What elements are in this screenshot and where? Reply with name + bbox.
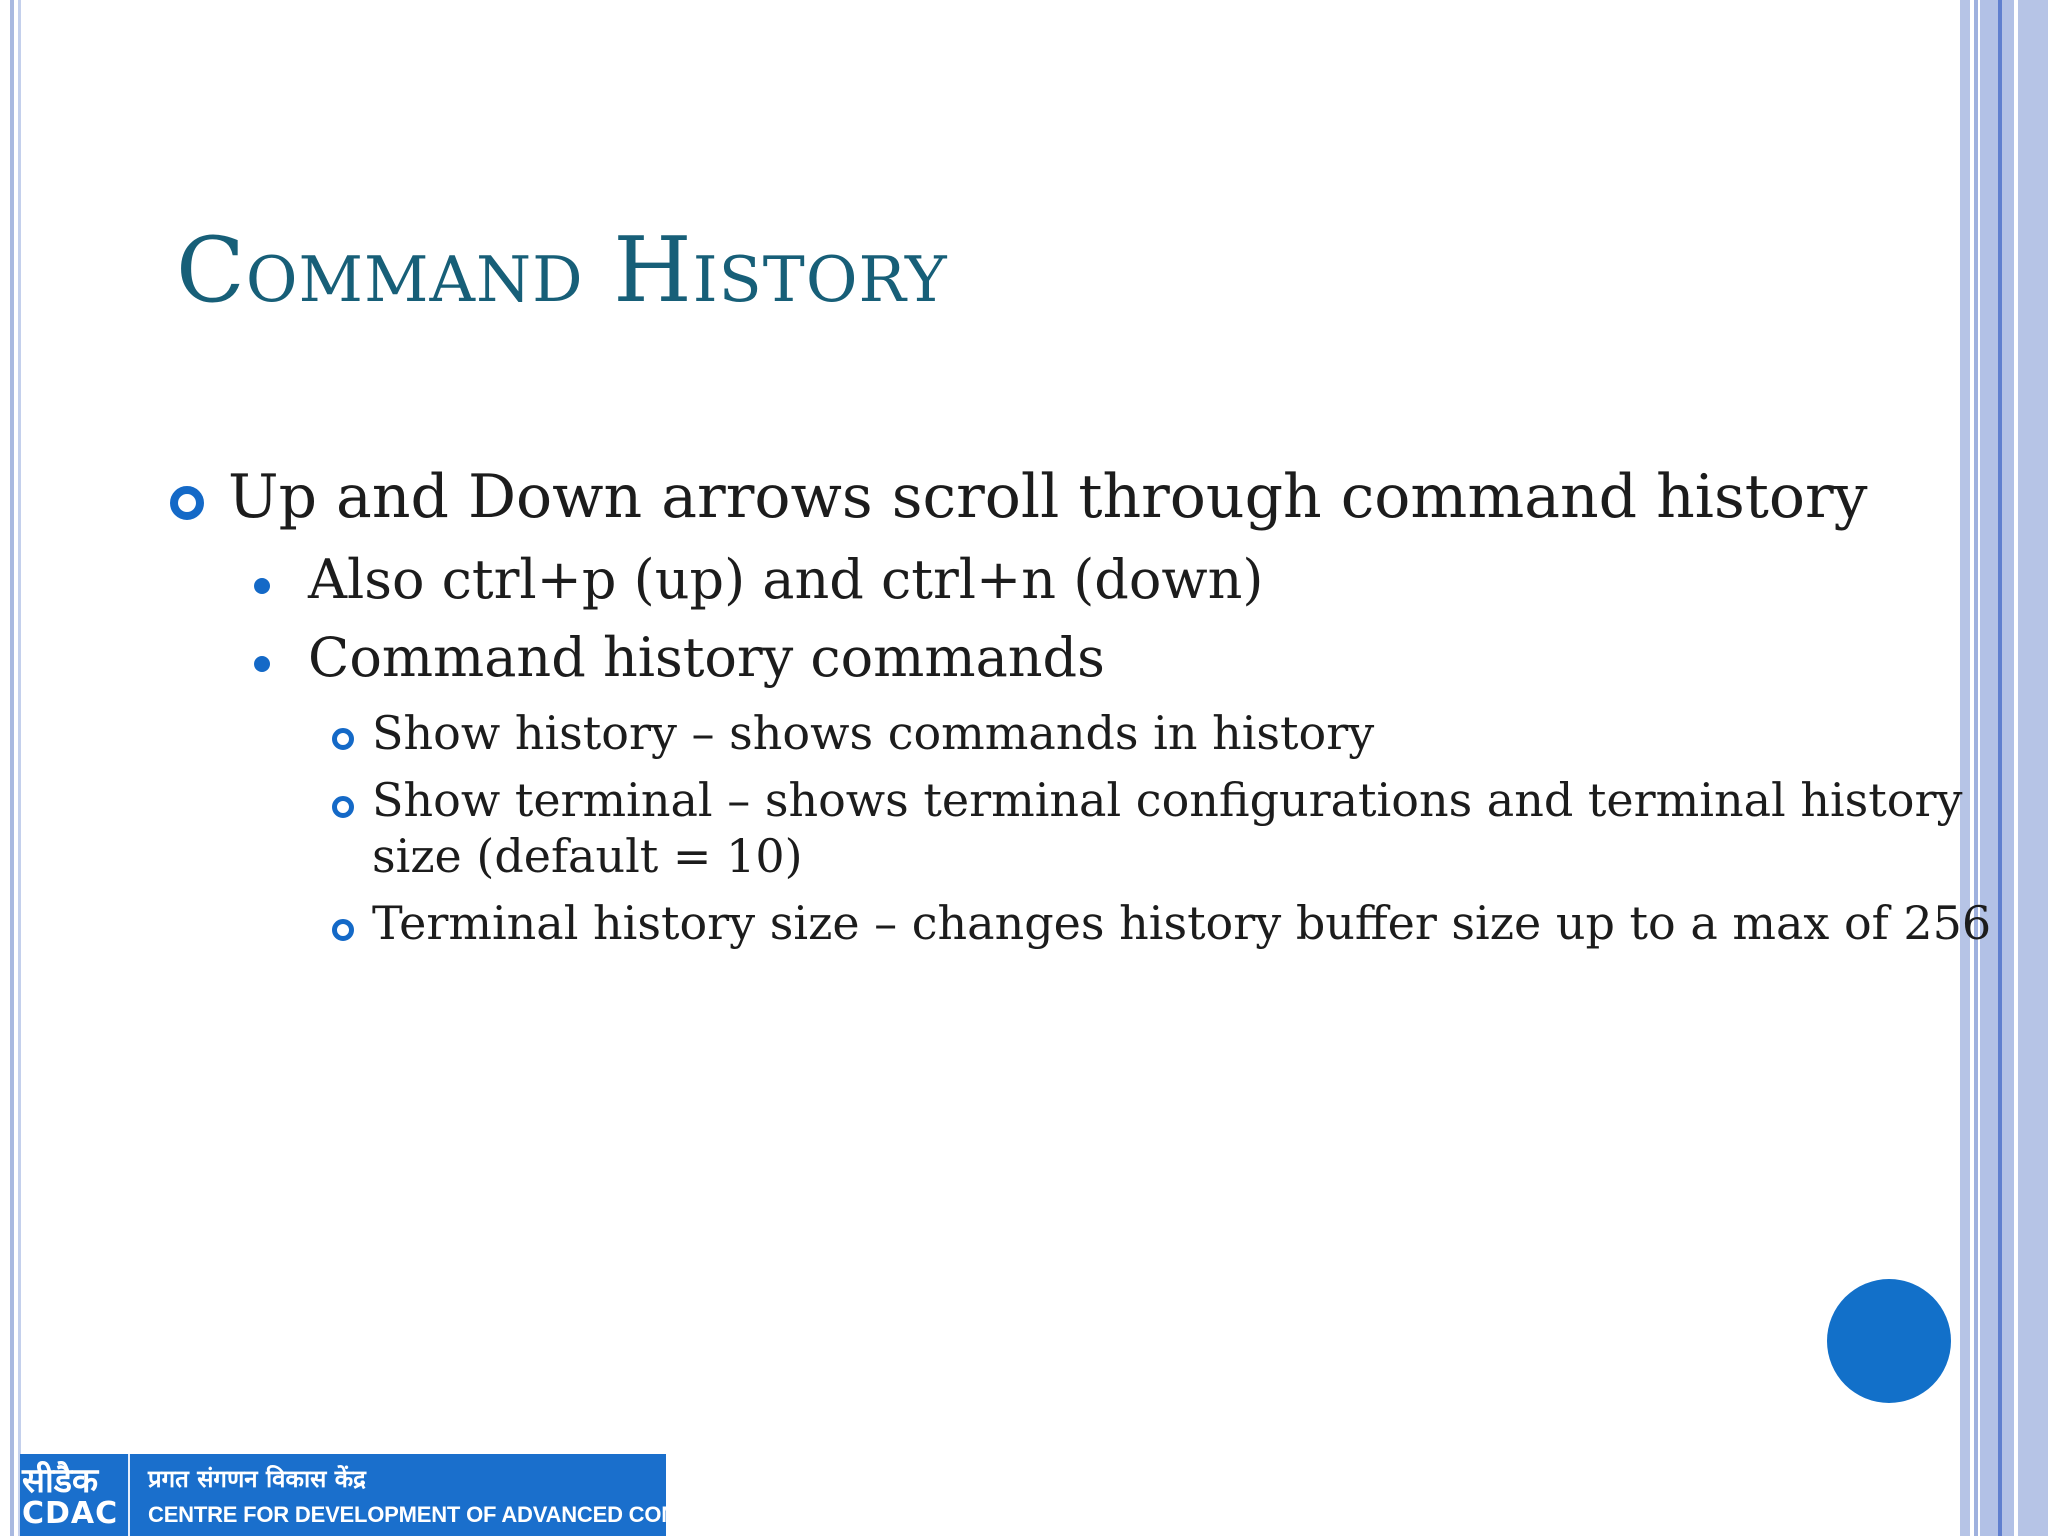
bullet-level-1: Up and Down arrows scroll through command history (228, 462, 1868, 532)
bullet-level-3: Terminal history size – changes history buffer size up to a max of 256 (372, 896, 1992, 950)
dot-bullet-icon (254, 578, 270, 594)
bullet-level-3-continuation: size (default = 10) (372, 829, 803, 883)
logo-hindi-short: सीडैक (22, 1461, 99, 1501)
bullet-level-3: Show history – shows commands in history (372, 706, 1375, 760)
cdac-logo-banner (20, 1454, 762, 1536)
ring-bullet-icon (332, 919, 354, 941)
dot-bullet-icon (254, 656, 270, 672)
logo-hindi-full: प्रगत संगणन विकास केंद्र (148, 1465, 366, 1493)
cdac-logo-mark (20, 1454, 130, 1536)
stripe (2018, 0, 2048, 1536)
stripe (2002, 0, 2014, 1536)
decorative-circle (1827, 1279, 1951, 1403)
logo-full-name: CENTRE FOR DEVELOPMENT OF ADVANCED COMPUTING (148, 1502, 762, 1527)
slide-title: Command History (176, 218, 948, 323)
stripe (1960, 0, 1970, 1536)
stripe (1980, 0, 1998, 1536)
logo-short: CDAC (22, 1496, 119, 1531)
left-border-line-inner (18, 0, 21, 1536)
ring-bullet-icon (332, 796, 354, 818)
bullet-level-2: Also ctrl+p (up) and ctrl+n (down) (308, 548, 1264, 611)
bullet-level-3: Show terminal – shows terminal configurations and terminal history (372, 773, 1963, 827)
right-border-stripes (1960, 0, 2048, 1536)
ring-bullet-icon (170, 486, 204, 520)
ring-bullet-icon (332, 728, 354, 750)
left-border-line (10, 0, 14, 1536)
bullet-level-2: Command history commands (308, 626, 1105, 689)
